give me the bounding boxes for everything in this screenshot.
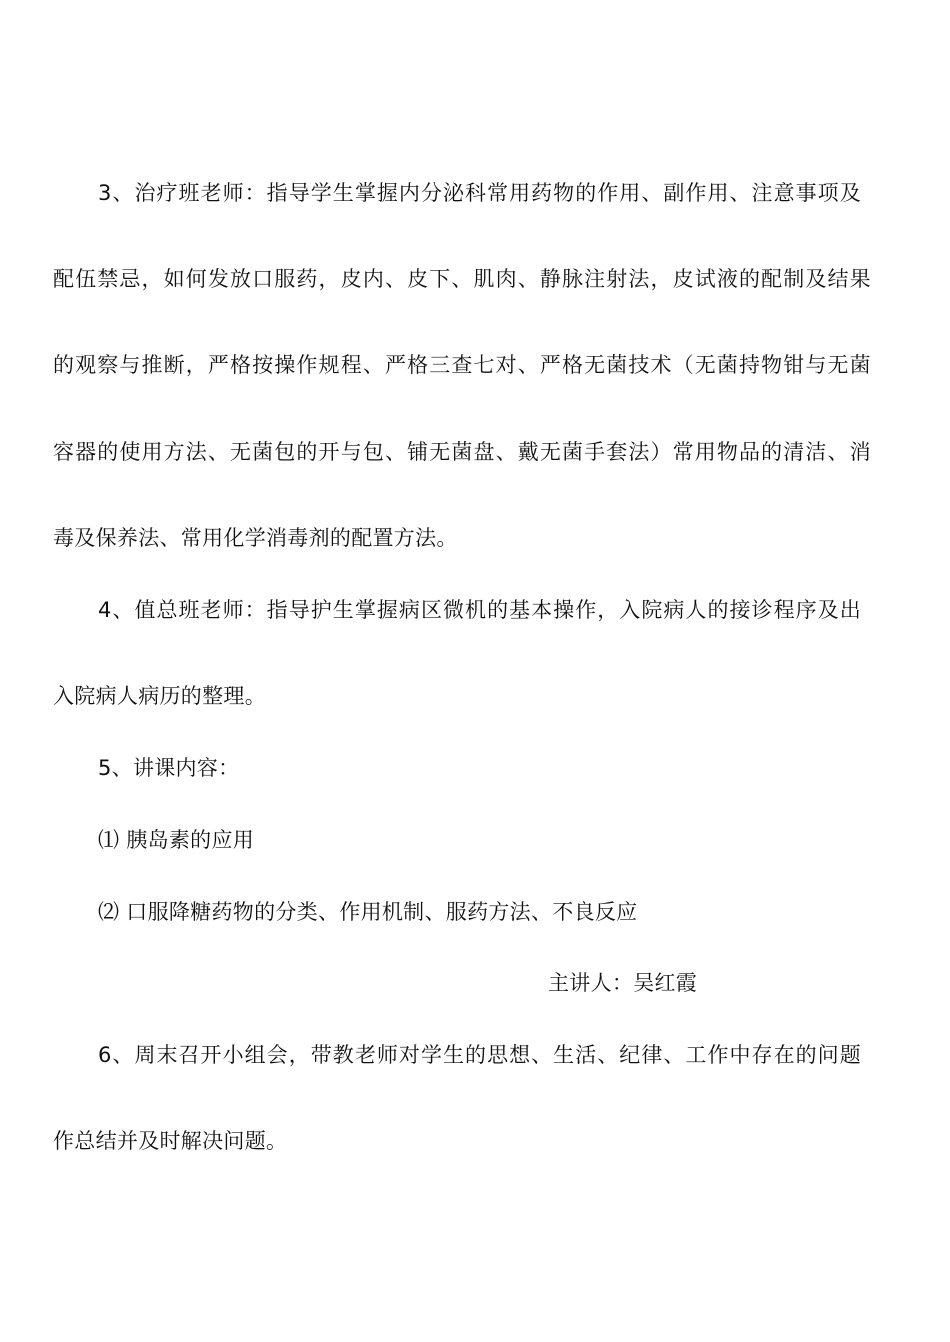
item-5-subitem-1: ⑴ 胰岛素的应用	[98, 828, 255, 852]
item-3-line-3: 的观察与推断，严格按操作规程、严格三查七对、严格无菌技术（无菌持物钳与无菌	[53, 353, 871, 377]
item-6-line-1: 6、周末召开小组会，带教老师对学生的思想、生活、纪律、工作中存在的问题	[98, 1043, 861, 1067]
item-3-line-4: 容器的使用方法、无菌包的开与包、铺无菌盘、戴无菌手套法）常用物品的清洁、消	[53, 440, 871, 464]
item-4-line-2: 入院病人病历的整理。	[53, 684, 266, 708]
item-4-line-1: 4、值总班老师：指导护生掌握病区微机的基本操作，入院病人的接诊程序及出	[98, 598, 861, 622]
item-5-heading: 5、讲课内容：	[98, 756, 240, 780]
item-3-line-5: 毒及保养法、常用化学消毒剂的配置方法。	[53, 526, 458, 550]
item-3-line-2: 配伍禁忌，如何发放口服药，皮内、皮下、肌肉、静脉注射法，皮试液的配制及结果	[53, 267, 871, 291]
lecturer-credit: 主讲人：吴红霞	[548, 971, 698, 995]
item-3-line-1: 3、治疗班老师：指导学生掌握内分泌科常用药物的作用、副作用、注意事项及	[98, 181, 861, 205]
item-5-subitem-2: ⑵ 口服降糖药物的分类、作用机制、服药方法、不良反应	[98, 900, 638, 924]
item-6-line-2: 作总结并及时解决问题。	[53, 1129, 288, 1153]
